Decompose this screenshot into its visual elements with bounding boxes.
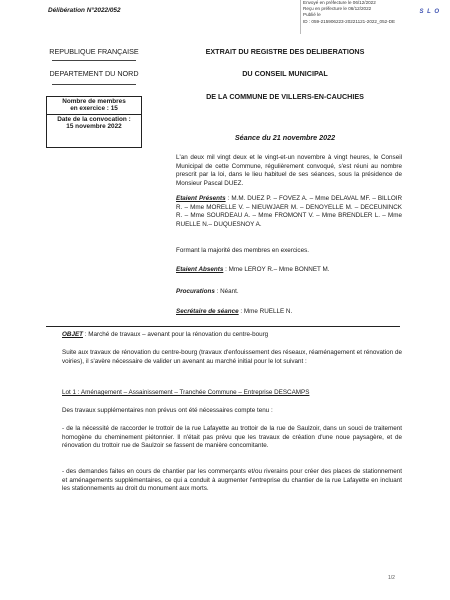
objet-value: : Marché de travaux – avenant pour la rénovation du centre-bourg bbox=[84, 331, 269, 338]
secretaire-block bbox=[176, 308, 402, 317]
intro-paragraph: L'an deux mil vingt deux et le vingt-et-un novembre à vingt heures, le Conseil Municipal de cette Commune, régulièrement convoqué, s'est réuni au nombre prescrit par la loi, dans le lieu habituel de ses séances, sous la présidence de Monsieur Pascal DUEZ. bbox=[176, 154, 402, 187]
stamp-line: Envoyé en préfecture le 06/12/2022 bbox=[303, 0, 376, 5]
members-info-box bbox=[46, 96, 142, 148]
secretaire-label: Secrétaire de séance bbox=[176, 308, 239, 315]
lot-heading: Lot 1 : Aménagement – Assainissement – Tranchée Commune – Entreprise DESCAMPS bbox=[62, 389, 310, 396]
suite-paragraph: Suite aux travaux de rénovation du centre-bourg (travaux d'enfouissement des réseaux, réaménagement et rénovation de voiries), il s'avère nécessaire de valider un avenant au marché initial pour le lot suivant : bbox=[62, 349, 402, 365]
council-title: DU CONSEIL MUNICIPAL bbox=[242, 69, 328, 78]
stamp-line: Reçu en préfecture le 06/12/2022 bbox=[303, 6, 372, 12]
members-label: Nombre de membres bbox=[62, 98, 126, 105]
deliberation-number: Délibération N°2022/052 bbox=[48, 7, 121, 14]
convocation-label: Date de la convocation : bbox=[57, 115, 131, 123]
page-number: 1/2 bbox=[388, 575, 395, 581]
procurations-label: Procurations bbox=[176, 288, 215, 295]
stamp-line: ID : 059-215906223-20221121-2022_052-DE bbox=[303, 18, 396, 24]
procurations-block bbox=[176, 288, 402, 297]
objet-block bbox=[62, 331, 402, 340]
prefecture-stamp bbox=[300, 0, 448, 34]
secretaire-value: : Mme RUELLE N. bbox=[240, 308, 293, 315]
stamp-line: Publié le bbox=[303, 12, 321, 18]
presents-label: Etaient Présents bbox=[176, 195, 226, 202]
bullet-raccordement: - de la nécessité de raccorder le trottoir de la rue Lafayette au trottoir de la rue de Saulzoir, dans un souci de traitement homogène du cheminement piétonnier. Il n'était pas prévu que les travaux de création d'une noue paysagère, et de rénovation du trottoir rue de Saulzoir se fassent de manière concomitante. bbox=[62, 425, 402, 449]
republique-label: REPUBLIQUE FRANÇAISE bbox=[49, 47, 139, 56]
convocation-value: 15 novembre 2022 bbox=[66, 123, 122, 131]
section-divider bbox=[46, 326, 400, 327]
divider bbox=[52, 84, 136, 85]
departement-label: DEPARTEMENT DU NORD bbox=[49, 69, 139, 78]
absents-label: Etaient Absents bbox=[176, 266, 224, 273]
absents-block bbox=[176, 266, 402, 275]
presents-list: : M.M. DUEZ P. – FOVEZ A. – Mme DELAVAL MF. – BILLOIR R. – Mme MORELLE V. – NIEUWJAER M. – DENOYELLE M. – DECEUNINCK R. – Mme SOURDEAU A. – Mme FROMONT V. – Mme BRENDLER L. – Mme RUELLE N.– DUQUESNOY A. bbox=[176, 195, 403, 228]
presents-block bbox=[176, 195, 402, 229]
procurations-value: : Néant. bbox=[216, 288, 239, 295]
travaux-intro: Des travaux supplémentaires non prévus ont été nécessaires compte tenu : bbox=[62, 407, 273, 414]
stamp-logo: S L O bbox=[419, 9, 440, 15]
register-title: EXTRAIT DU REGISTRE DES DELIBERATIONS bbox=[205, 47, 365, 56]
convocation-row bbox=[47, 115, 141, 132]
objet-label: OBJET bbox=[62, 331, 83, 338]
bullet-stationnement: - des demandes faites en cours de chantier par les commerçants et/ou riverains pour créer des places de stationnement et aménagements supplémentaires, ce qui a conduit à augmenter l'entreprise du chantier de la rue Lafayette en incluant les stationnements au droit du monument aux morts. bbox=[62, 468, 402, 492]
seance-date: Séance du 21 novembre 2022 bbox=[234, 133, 336, 142]
divider bbox=[52, 60, 136, 61]
members-value: en exercice : 15 bbox=[70, 105, 118, 113]
commune-title: DE LA COMMUNE DE VILLERS-EN-CAUCHIES bbox=[206, 92, 364, 101]
absents-list: : Mme LEROY R.– Mme BONNET M. bbox=[225, 266, 330, 273]
majorite-text: Formant la majorité des membres en exercices. bbox=[176, 247, 309, 254]
members-row bbox=[47, 97, 141, 115]
